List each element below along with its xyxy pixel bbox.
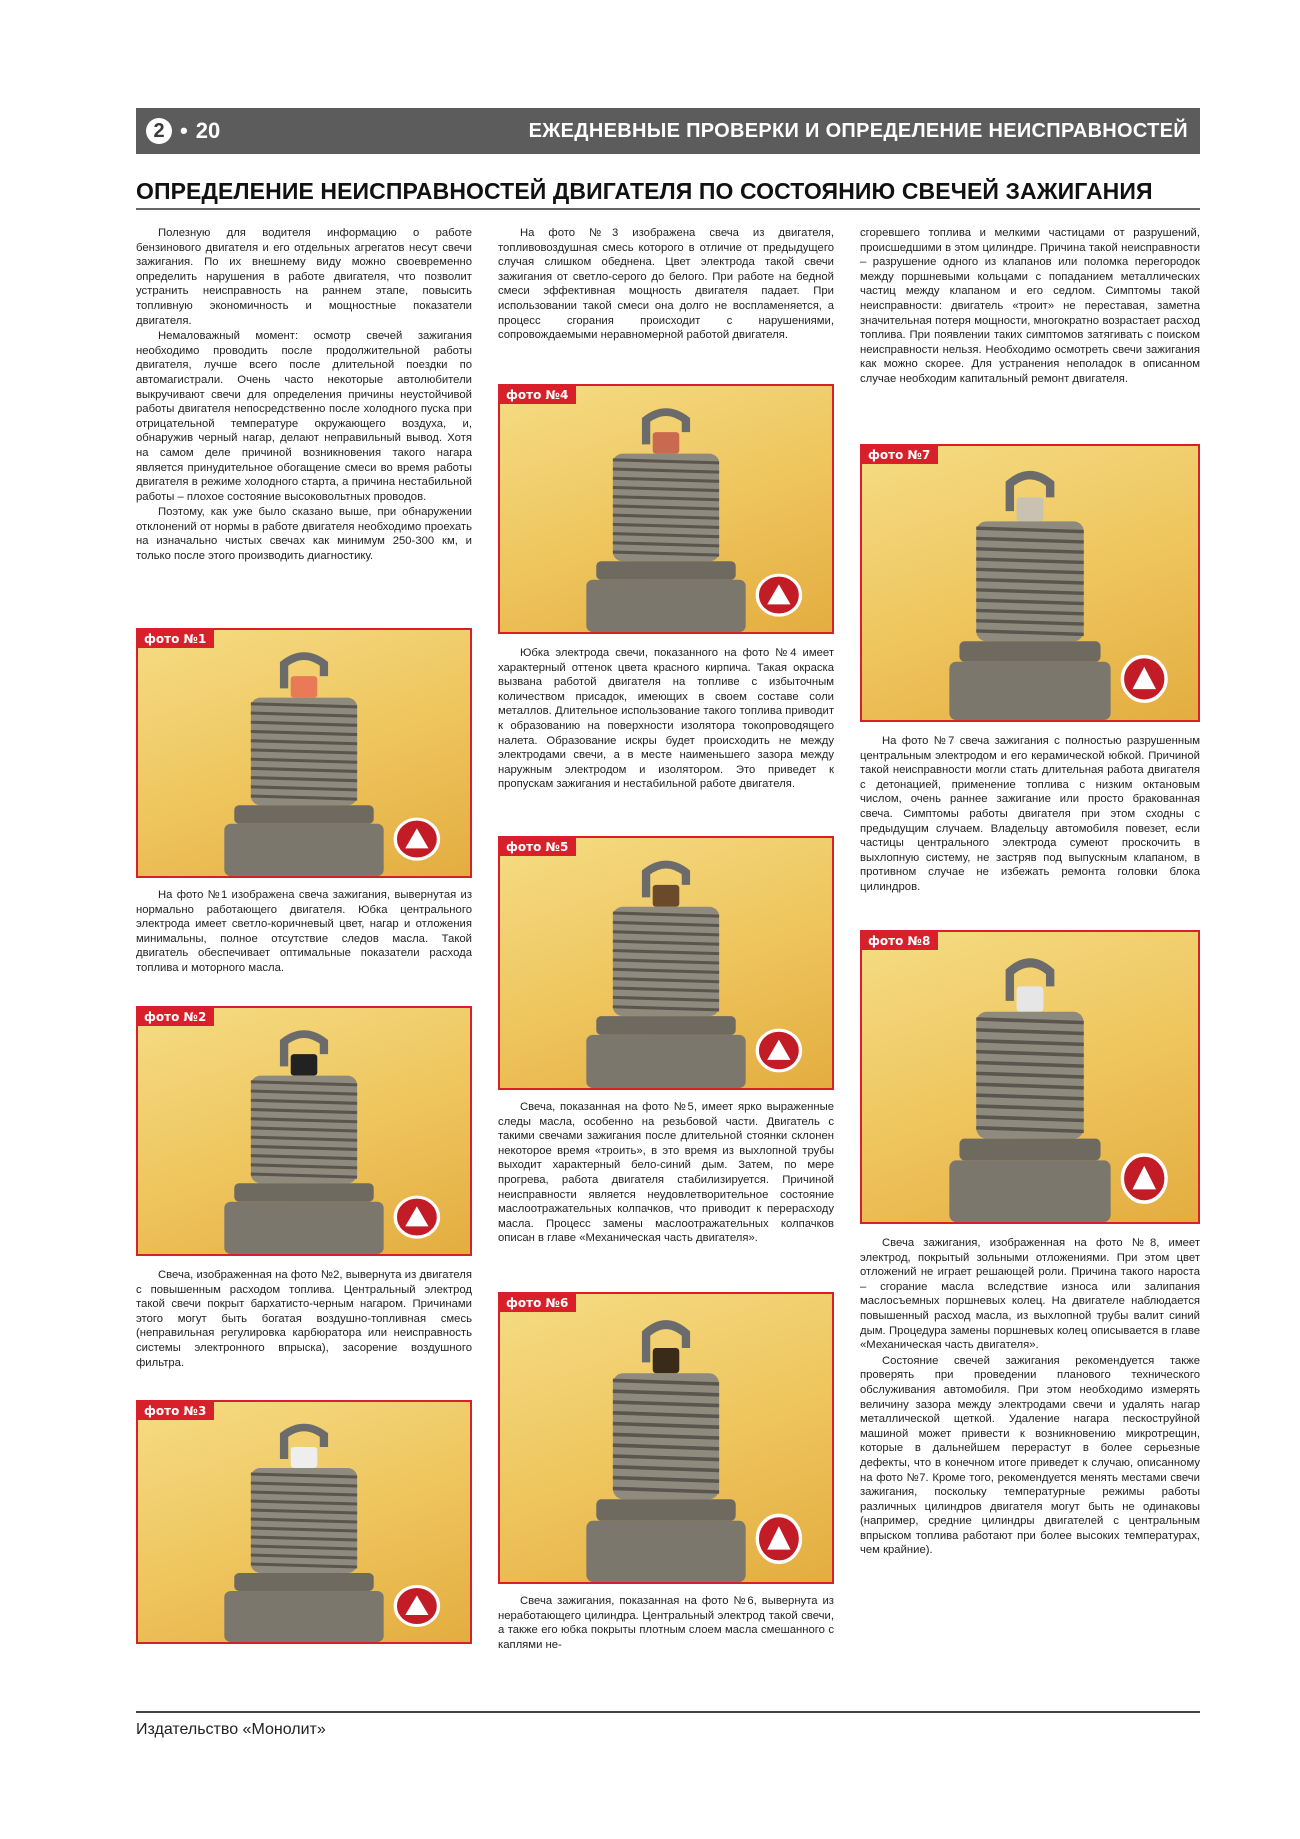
chapter-number: 2 xyxy=(146,118,172,144)
insulator-tip xyxy=(653,885,680,907)
spark-plug-illustration xyxy=(138,630,470,876)
page-header-bar xyxy=(136,108,1200,154)
gasket xyxy=(596,1016,735,1035)
paragraph: Свеча, изображенная на фото №2, вывернута из двигателя с повышенным расходом топлива. Центральный электрод такой свечи покрыт бархатисто-черным нагаром. Причинами этого могут быть богатая воздушно-топливная смесь (неправильная регулировка карбюратора или неисправность системы электронного впрыска), засорение воздушного фильтра. xyxy=(136,1269,472,1369)
insulator-tip xyxy=(1017,497,1044,521)
gasket xyxy=(234,1183,373,1201)
paragraph: Свеча, показанная на фото №5, имеет ярко выраженные следы масла, особенно на резьбовой части. Двигатель с такими свечами зажигания после длительной стоянки склонен некоторое время «троить», в это время из выхлопной трубы выходит характерный бело-синий дым. Затем, по мере прогрева, работа двигателя стабилизируется. Причиной неисправности является неудовлетворительное состояние маслоотражательных колпачков, что приводит к перерасходу масла. Процесс замены маслоотражательных колпачков описан в главе «Механическая часть двигателя». xyxy=(498,1101,834,1245)
photo-label: фото №7 xyxy=(862,446,938,464)
hex-nut xyxy=(586,1035,745,1088)
spark-plug-illustration xyxy=(138,1402,470,1642)
publisher-emblem xyxy=(395,1197,438,1237)
photo-5 xyxy=(498,836,834,1090)
spark-plug-illustration xyxy=(862,446,1198,720)
photo-4 xyxy=(498,384,834,634)
hex-nut xyxy=(949,1160,1110,1222)
spark-plug-illustration xyxy=(500,838,832,1088)
photo-1 xyxy=(136,628,472,878)
page-dot: • xyxy=(180,118,188,143)
hex-nut xyxy=(586,580,745,632)
footer-publisher: Издательство «Монолит» xyxy=(136,1721,326,1738)
photo-label: фото №2 xyxy=(138,1008,214,1026)
column-1-photo2-text xyxy=(136,1268,472,1370)
photo-label: фото №3 xyxy=(138,1402,214,1420)
paragraph: На фото №7 свеча зажигания с полностью разрушенным центральным электродом и его керамической юбкой. Причиной такой неисправности могли стать длительная работа двигателя с детонацией, применение топлива с низким октановым числом, очень раннее зажигание или просто бракованная свеча. Симптомы работы двигателя при этом сходны с предыдущим случаем. Владельцу автомобиля повезет, если частицы центрального электрода сумеют проскочить в выхлопную систему, не застряв под выпускным клапаном, в противном случае не избежать ремонта головки блока цилиндров. xyxy=(860,735,1200,893)
paragraph: На фото №3 изображена свеча из двигателя, топливовоздушная смесь которого в отличие от предыдущего случая слишком обеднена. Цвет электрода такой свечи зажигания от светло-серого до белого. При работе на бедной смеси эффективная мощность двигателя падает. При использовании такой смеси она долго не воспламеняется, а процесс сгорания происходит с нарушениями, сопровождаемыми неравномерной работой двигателя. xyxy=(498,227,834,342)
paragraph: Свеча зажигания, изображенная на фото №8, имеет электрод, покрытый зольными отложениями. При этом цвет отложений не играет решающей роли. Причина такого нароста – сгорание масла вследствие износа или залипания маслосъемных поршневых колец. На двигателе наблюдается повышенный расход масла, из выхлопной трубы валит синий дым. Процедура замены поршневых колец описывается в главе «Механическая часть двигателя». xyxy=(860,1237,1200,1352)
photo-label: фото №4 xyxy=(500,386,576,404)
photo-3 xyxy=(136,1400,472,1644)
spark-plug-illustration xyxy=(500,386,832,632)
publisher-emblem xyxy=(395,1587,438,1626)
gasket xyxy=(959,641,1100,662)
hex-nut xyxy=(949,662,1110,720)
hex-nut xyxy=(586,1521,745,1582)
gasket xyxy=(596,1499,735,1521)
hex-nut xyxy=(224,1591,383,1642)
page-number xyxy=(146,118,220,144)
photo-7 xyxy=(860,444,1200,722)
paragraph: Состояние свечей зажигания рекомендуется также проверять при проведении планового технического обслуживания автомобиля. При этом необходимо измерять величину зазора между электродами свечи и удалять нагар металлической щеткой. Удаление нагара пескоструйной машиной может привести к возникновению микротрещин, которые в дальнейшем перерастут в более серьезные дефекты, что в конечном итоге приведет к случаю, описанному на фото №7. Кроме того, рекомендуется менять местами свечи зажигания, поскольку температурные режимы работы различных цилиндров двигателя могут быть не одинаковы (например, средние цилиндры двигателей с центральным впрыском топлива работают при более высоких температурах, чем крайние). xyxy=(860,1354,1200,1557)
insulator-tip xyxy=(291,1054,318,1076)
publisher-emblem xyxy=(1122,657,1166,702)
column-2-photo3-text xyxy=(498,226,834,343)
photo-label: фото №5 xyxy=(500,838,576,856)
gasket xyxy=(959,1139,1100,1161)
insulator-tip xyxy=(653,1348,680,1373)
column-3-photo8-text xyxy=(860,1236,1200,1558)
section-title: ЕЖЕДНЕВНЫЕ ПРОВЕРКИ И ОПРЕДЕЛЕНИЕ НЕИСПРАВНОСТЕЙ xyxy=(528,119,1188,142)
insulator-tip xyxy=(653,432,680,454)
hex-nut xyxy=(224,1202,383,1254)
spark-plug-illustration xyxy=(138,1008,470,1254)
paragraph: Полезную для водителя информацию о работе бензинового двигателя и его отдельных агрегатов несут свечи зажигания. По их внешнему виду можно своевременно определить нарушения в работе двигателя, что позволит устранить неисправность на раннем этапе, повысить топливную экономичность и мощностные показатели двигателя. xyxy=(136,227,472,327)
gasket xyxy=(596,561,735,579)
title-divider xyxy=(136,208,1200,210)
publisher-emblem xyxy=(757,1030,800,1071)
paragraph: Свеча зажигания, показанная на фото №6, вывернута из неработающего цилиндра. Центральный электрод такой свечи, а также его юбка покрыты плотным слоем масла смешанного с каплями не- xyxy=(498,1595,834,1651)
page-number-value: 20 xyxy=(195,118,221,143)
paragraph: Юбка электрода свечи, показанного на фото №4 имеет характерный оттенок цвета красного кирпича. Такая окраска вызвана работой двигателя на топливе с избыточным количеством присадок, имеющих в своем составе соли металлов. Длительное использование такого топлива приводит к образованию на поверхности изолятора токопроводящего налета. Образование искры будет происходить не между электродами свечи, а в месте наименьшего зазора между наружным электродом и изолятором. Это приведет к пропускам зажигания и нестабильной работе двигателя. xyxy=(498,647,834,791)
paragraph: сгоревшего топлива и мелкими частицами от разрушений, происшедшими в этом цилиндре. Причина такой неисправности – разрушение одного из клапанов или поломка перегородок между поршневыми кольцами с попаданием металлических частиц между клапаном и его седлом. Симптомы такой неисправности: двигатель «троит» не переставая, заметна значительная потеря мощности, многократно возрастает расход топлива. При появлении таких симптомов затягивать с поиском неисправности нельзя. Необходимо осмотреть свечи зажигания как можно скорее. Для устранения неполадок в описанном случае необходим капитальный ремонт двигателя. xyxy=(860,227,1200,385)
spark-plug-illustration xyxy=(862,932,1198,1222)
column-1-intro xyxy=(136,226,472,564)
column-1-photo1-text xyxy=(136,888,472,976)
photo-6 xyxy=(498,1292,834,1584)
page-title: ОПРЕДЕЛЕНИЕ НЕИСПРАВНОСТЕЙ ДВИГАТЕЛЯ ПО СОСТОЯНИЮ СВЕЧЕЙ ЗАЖИГАНИЯ xyxy=(136,178,1153,204)
footer-divider xyxy=(136,1711,1200,1713)
insulator-tip xyxy=(291,1447,318,1468)
insulator-tip xyxy=(291,676,318,698)
spark-plug-illustration xyxy=(500,1294,832,1582)
column-2-photo4-text xyxy=(498,646,834,792)
gasket xyxy=(234,805,373,823)
insulator-tip xyxy=(1017,986,1044,1011)
column-2-photo6-text xyxy=(498,1594,834,1652)
publisher-emblem xyxy=(395,819,438,859)
photo-label: фото №8 xyxy=(862,932,938,950)
column-2-photo5-text xyxy=(498,1100,834,1246)
photo-label: фото №6 xyxy=(500,1294,576,1312)
photo-8 xyxy=(860,930,1200,1224)
gasket xyxy=(234,1573,373,1591)
photo-label: фото №1 xyxy=(138,630,214,648)
photo-2 xyxy=(136,1006,472,1256)
paragraph: Немаловажный момент: осмотр свечей зажигания необходимо проводить после продолжительной работы двигателя, лучше всего после длительной поездки по автомагистрали. Очень часто некоторые автолюбители выкручивают свечи для определения причины неустойчивой работы двигателя непосредственно после холодного пуска при отрицательной температуре окружающего воздуха, и, обнаружив черный нагар, делают неправильный вывод. Хотя на самом деле причиной возникновения такого нагара является принудительное обогащение смеси во время работы двигателя в режиме холодного старта, а причина нестабильной работы – плохое состояние высоковольтных проводов. xyxy=(136,330,472,503)
publisher-emblem xyxy=(757,1515,800,1562)
column-3-photo7-text xyxy=(860,734,1200,895)
hex-nut xyxy=(224,824,383,876)
paragraph: Поэтому, как уже было сказано выше, при обнаружении отклонений от нормы в работе двигателя необходимо проехать на изначально чистых свечах как минимум 250-300 км, и только после этого производить диагностику. xyxy=(136,506,472,563)
publisher-emblem xyxy=(757,575,800,615)
publisher-emblem xyxy=(1122,1155,1166,1202)
paragraph: На фото №1 изображена свеча зажигания, вывернутая из нормально работающего двигателя. Юбка центрального электрода имеет светло-коричневый цвет, нагар и отложения минимальны, полное отсутствие следов масла. Такой двигатель обеспечивает оптимальные показатели расхода топлива и моторного масла. xyxy=(136,889,472,974)
column-3-cont-text xyxy=(860,226,1200,387)
